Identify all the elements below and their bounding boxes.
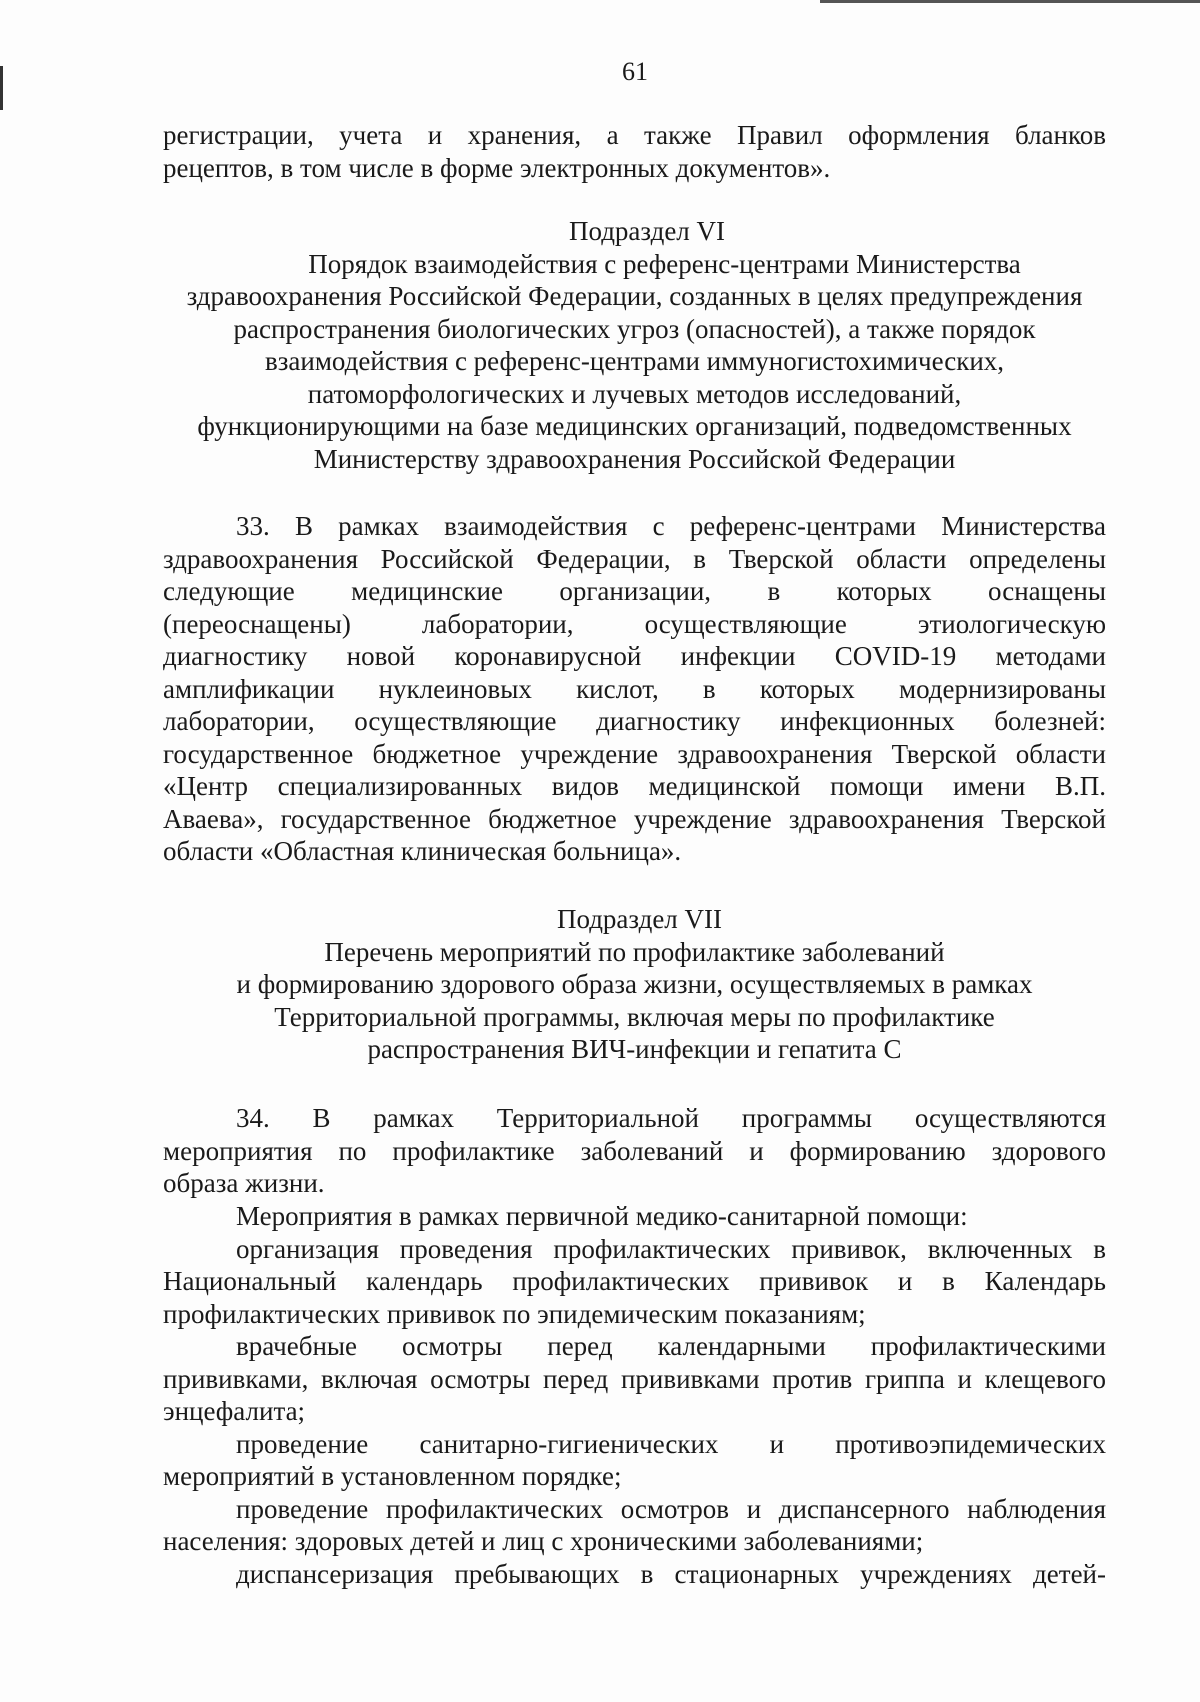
title-line: и формированию здорового образа жизни, осуществляемых в рамках <box>236 969 1033 999</box>
title-line: распространения ВИЧ-инфекции и гепатита С <box>367 1034 902 1064</box>
title-line: функционирующими на базе медицинских организаций, подведомственных <box>197 411 1072 441</box>
title-line: распространения биологических угроз (опасностей), а также порядок <box>233 313 1036 344</box>
text-line: образа жизни. <box>163 1168 325 1198</box>
text-line: «Центр специализированных видов медицинской помощи имени В.П. <box>163 771 1106 801</box>
title-line: патоморфологических и лучевых методов исследований, <box>307 378 962 409</box>
text-line: мероприятий в установленном порядке; <box>163 1461 622 1491</box>
text-line: диагностику новой коронавирусной инфекции COVID-19 методами <box>163 641 1106 671</box>
intro-paragraph <box>163 119 1106 184</box>
text-line: государственное бюджетное учреждение здравоохранения Тверской области <box>163 738 1106 769</box>
text-line: Аваева», государственное бюджетное учреждение здравоохранения Тверской <box>163 803 1106 834</box>
text-line: здравоохранения Российской Федерации, в Тверской области определены <box>163 543 1106 574</box>
title-line: Территориальной программы, включая меры по профилактике <box>274 1001 995 1032</box>
text-line: проведение профилактических осмотров и диспансерного наблюдения <box>236 1493 1106 1524</box>
text-line: проведение санитарно-гигиенических и противоэпидемических <box>236 1428 1106 1459</box>
page-number: 61 <box>622 57 648 86</box>
measure-item <box>163 1233 1106 1331</box>
subsection-7-heading <box>163 903 1106 1066</box>
measure-item <box>163 1558 1106 1591</box>
text-line: профилактических прививок по эпидемическим показаниям; <box>163 1298 866 1329</box>
text-line: врачебные осмотры перед календарными профилактическими <box>236 1331 1106 1361</box>
text-line: мероприятия по профилактике заболеваний и формированию здорового <box>163 1135 1106 1166</box>
text-line: области «Областная клиническая больница». <box>163 836 682 866</box>
text-line: энцефалита; <box>163 1396 306 1426</box>
text-line: организация проведения профилактических прививок, включенных в <box>236 1233 1106 1264</box>
text-line: регистрации, учета и хранения, а также Правил оформления бланков <box>163 120 1106 150</box>
title-line: Перечень мероприятий по профилактике заболеваний <box>324 936 945 967</box>
measure-item <box>163 1330 1106 1428</box>
measure-item <box>163 1428 1106 1493</box>
measures-heading: Мероприятия в рамках первичной медико-санитарной помощи: <box>236 1201 968 1231</box>
text-line: Национальный календарь профилактических прививок и в Календарь <box>163 1266 1106 1296</box>
title-line: Министерству здравоохранения Российской Федерации <box>313 443 956 474</box>
title-line: Порядок взаимодействия с референс-центрами Министерства <box>308 248 1021 279</box>
text-line: 34. В рамках Территориальной программы осуществляются <box>236 1103 1106 1133</box>
text-line: населения: здоровых детей и лиц с хроническими заболеваниями; <box>163 1526 924 1556</box>
measure-item <box>163 1493 1106 1558</box>
title-line: здравоохранения Российской Федерации, созданных в целях предупреждения <box>186 281 1083 311</box>
title-line: взаимодействия с референс-центрами иммуногистохимических, <box>264 346 1005 376</box>
subsection-label: Подраздел VI <box>568 216 726 246</box>
text-line: следующие медицинские организации, в которых оснащены <box>163 576 1106 606</box>
subsection-6-heading <box>163 215 1106 475</box>
paragraph-34 <box>163 1102 1106 1200</box>
text-line: диспансеризация пребывающих в стационарных учреждениях детей- <box>236 1558 1106 1589</box>
subsection-label: Подраздел VII <box>556 904 723 934</box>
measures-section <box>163 1200 1106 1590</box>
text-line: (переоснащены) лаборатории, осуществляющие этиологическую <box>163 608 1106 639</box>
scan-edge-top <box>820 0 1200 3</box>
text-line: рецептов, в том числе в форме электронных документов». <box>163 152 831 183</box>
text-line: лаборатории, осуществляющие диагностику инфекционных болезней: <box>163 706 1106 736</box>
text-line: прививками, включая осмотры перед прививками против гриппа и клещевого <box>163 1363 1106 1394</box>
paragraph-33 <box>163 510 1106 868</box>
text-line: амплификации нуклеиновых кислот, в которых модернизированы <box>163 673 1106 704</box>
text-line: 33. В рамках взаимодействия с референс-центрами Министерства <box>236 511 1106 541</box>
